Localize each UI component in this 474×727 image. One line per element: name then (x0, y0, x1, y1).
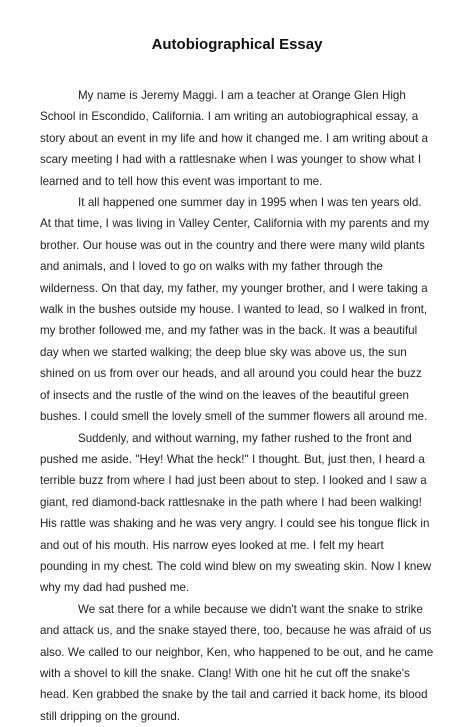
paragraph-resolution: We sat there for a while because we didn't want the snake to strike and attack us, and the snake stayed there, too, because he was afraid of us also. We called to our neighbor, Ken, who happened to be out, and he came with a shovel to kill the snake. Clang! With one hit he cut off the snake's head. Ken grabbed the snake by the tail and carried it back home, its blood still dripping on the ground. (40, 602, 434, 723)
paragraph-encounter: Suddenly, and without warning, my father rushed to the front and pushed me aside. "Hey! What the heck!" I thought. But, just then, I heard a terrible buzz from where I had just been about to step. I looked and I saw a giant, red diamond-back rattlesnake in the path where I had been walking! His rattle was shaking and he was very angry. I could see his tongue flick in and out of his mouth. His narrow eyes looked at me. I felt my heart pounding in my chest. The cold wind blew on my sweating skin. Now I knew why my dad had pushed me. (40, 431, 432, 595)
paragraph-setting: It all happened one summer day in 1995 when I was ten years old. At that time, I was living in Valley Center, California with my parents and my brother. Our house was out in the country and there were many wild plants and animals, and I loved to go on walks with my father through the wilderness. On that day, my father, my younger brother, and I were taking a walk in the bushes outside my house. I wanted to lead, so I walked in front, my brother followed me, and my father was in the back. It was a beautiful day when we started walking; the deep blue sky was above us, the sun shined on us from over our heads, and all around you could hear the buzz of insects and the rustle of the wind on the leaves of the beautiful green bushes. I could smell the lovely smell of the summer flowers all around me. (40, 196, 430, 424)
paragraph-introduction: My name is Jeremy Maggi. I am a teacher at Orange Glen High School in Escondido, California. I am writing an autobiographical essay, a story about an event in my life and how it changed me. I am writing about a scary meeting I had with a rattlesnake when I was younger to show what I learned and to tell how this event was important to me. (40, 89, 428, 188)
document-title: Autobiographical Essay (151, 36, 323, 53)
